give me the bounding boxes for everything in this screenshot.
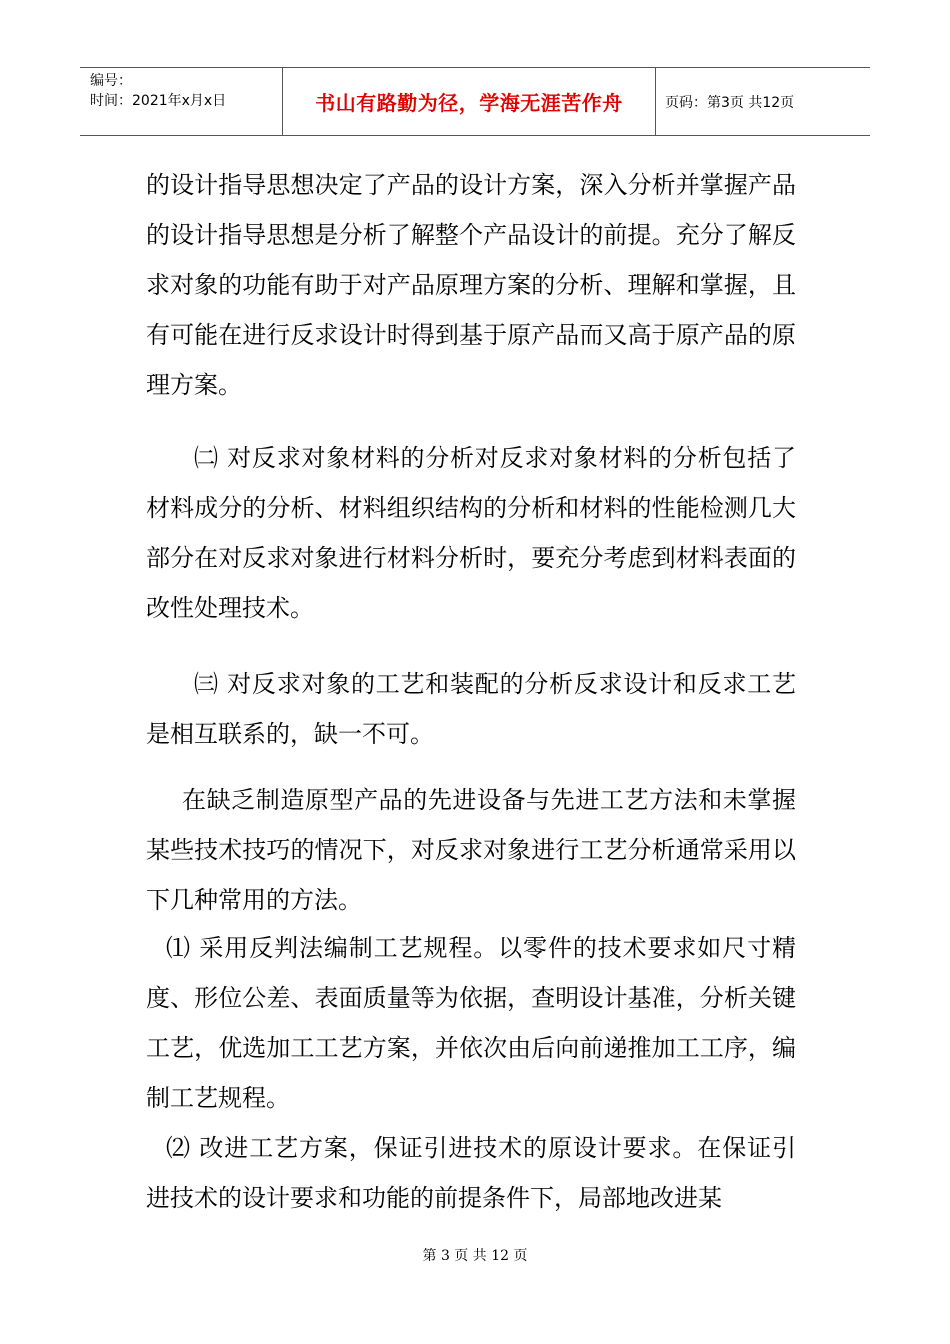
paragraph-6: ⑵ 改进工艺方案，保证引进技术的原设计要求。在保证引进技术的设计要求和功能的前提条件下，局部地改进某 [146,1134,796,1212]
paragraph-3: ㈢ 对反求对象的工艺和装配的分析反求设计和反求工艺是相互联系的，缺一不可。 [146,670,796,748]
header-meta [80,68,282,135]
header-motto: 书山有路勤为径，学海无涯苦作舟 [282,68,656,135]
paragraph-5: ⑴ 采用反判法编制工艺规程。以零件的技术要求如尺寸精度、形位公差、表面质量等为依据，查明设计基准，分析关键工艺，优选加工工艺方案，并依次由后向前递推加工工序，编制工艺规程。 [146,934,796,1112]
document-header [80,67,870,136]
page-footer: 第 3 页 共 12 页 [422,1248,528,1264]
number-label: 编号： [90,73,132,89]
paragraph-2: ㈡ 对反求对象材料的分析对反求对象材料的分析包括了材料成分的分析、材料组织结构的分析和材料的性能检测几大部分在对反求对象进行材料分析时，要充分考虑到材料表面的改性处理技术。 [146,444,796,622]
paragraph-1: 的设计指导思想决定了产品的设计方案，深入分析并掌握产品的设计指导思想是分析了解整个产品设计的前提。充分了解反求对象的功能有助于对产品原理方案的分析、理解和掌握，且有可能在进行反求设计时得到基于原产品而又高于原产品的原理方案。 [146,171,796,399]
header-page-info: 页码：第3页 共12页 [665,94,795,111]
paragraph-4: 在缺乏制造原型产品的先进设备与先进工艺方法和未掌握某些技术技巧的情况下，对反求对象进行工艺分析通常采用以下几种常用的方法。 [146,786,796,914]
time-label: 时间：2021年x月x日 [90,93,227,109]
